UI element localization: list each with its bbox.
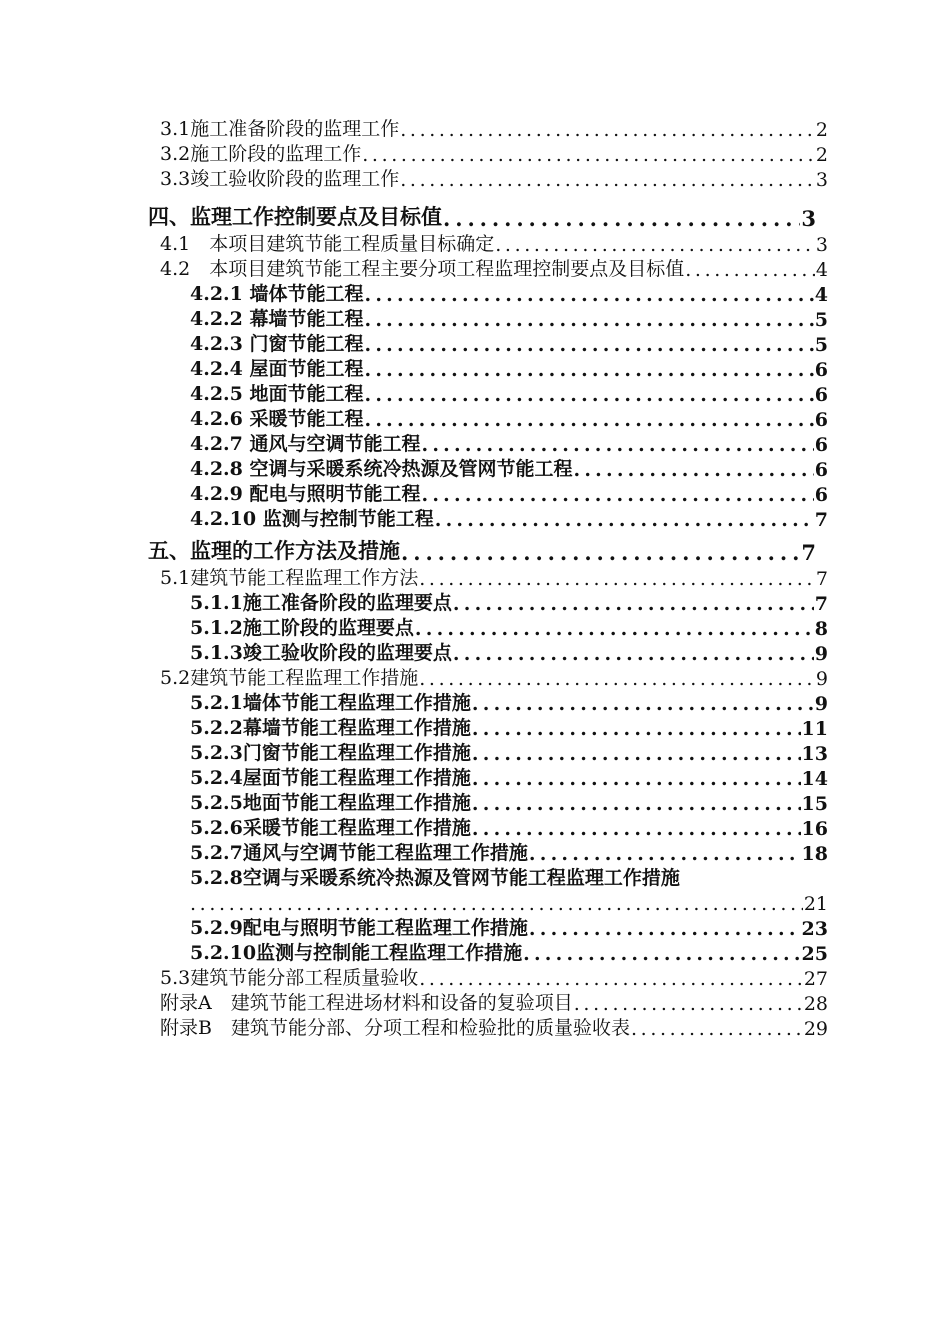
toc-entry-page-number: 23 xyxy=(801,918,828,940)
toc-entry-page-number: 3 xyxy=(815,234,828,256)
toc-entry-page-number: 3 xyxy=(801,206,816,231)
toc-entry-page-number: 3 xyxy=(815,169,828,191)
toc-leader-dots xyxy=(472,718,801,740)
toc-entry-title: 5.1.2施工阶段的监理要点 xyxy=(190,617,414,639)
toc-entry[interactable] xyxy=(190,915,828,940)
toc-entry-title: 4.2.1 墙体节能工程 xyxy=(190,283,364,305)
toc-entry-page-number: 14 xyxy=(801,768,828,790)
toc-entry[interactable] xyxy=(160,565,828,590)
toc-leader-dots xyxy=(415,618,814,640)
toc-leader-dots xyxy=(190,893,803,915)
toc-leader-dots xyxy=(362,144,815,166)
toc-entry-page-number: 15 xyxy=(801,793,828,815)
toc-entry-page-number: 9 xyxy=(815,668,828,690)
toc-entry-page-number: 5 xyxy=(814,309,828,331)
toc-entry-title: 4.2.2 幕墙节能工程 xyxy=(190,308,364,330)
toc-entry-title: 4.2.7 通风与空调节能工程 xyxy=(190,433,421,455)
toc-entry-page-number: 6 xyxy=(814,459,828,481)
toc-entry-title: 4.1 本项目建筑节能工程质量目标确定 xyxy=(160,233,495,255)
toc-entry[interactable] xyxy=(160,665,828,690)
toc-entry[interactable] xyxy=(190,281,828,306)
toc-leader-dots xyxy=(422,484,814,506)
toc-entry[interactable] xyxy=(190,840,828,865)
toc-leader-dots xyxy=(574,459,814,481)
toc-entry[interactable] xyxy=(190,306,828,331)
toc-entry-title: 5.1.3竣工验收阶段的监理要点 xyxy=(190,642,452,664)
toc-leader-dots xyxy=(685,259,815,281)
toc-entry[interactable] xyxy=(190,815,828,840)
toc-leader-dots xyxy=(365,384,814,406)
toc-entry-title: 3.2施工阶段的监理工作 xyxy=(160,143,362,165)
toc-entry[interactable] xyxy=(190,715,828,740)
toc-entry-title: 5.2.9配电与照明节能工程监理工作措施 xyxy=(190,917,528,939)
toc-entry-title: 5.2.5地面节能工程监理工作措施 xyxy=(190,792,471,814)
toc-entry-title: 4.2.3 门窗节能工程 xyxy=(190,333,364,355)
toc-entry-title: 5.2.8空调与采暖系统冷热源及管网节能工程监理工作措施 xyxy=(190,867,680,889)
toc-entry-title: 5.1.1施工准备阶段的监理要点 xyxy=(190,592,452,614)
toc-leader-dots xyxy=(400,169,815,191)
toc-entry-title: 5.2建筑节能工程监理工作措施 xyxy=(160,667,419,689)
toc-leader-dots xyxy=(419,568,815,590)
toc-entry[interactable] xyxy=(190,431,828,456)
toc-entry-title: 4.2.8 空调与采暖系统冷热源及管网节能工程 xyxy=(190,458,573,480)
toc-entry[interactable] xyxy=(160,116,828,141)
toc-entry[interactable] xyxy=(190,481,828,506)
toc-leader-dots xyxy=(443,206,800,231)
toc-entry-title: 4.2 本项目建筑节能工程主要分项工程监理控制要点及目标值 xyxy=(160,258,685,280)
toc-leader-dots xyxy=(435,509,814,531)
toc-leader-dots xyxy=(422,434,814,456)
toc-entry-title: 5.2.2幕墙节能工程监理工作措施 xyxy=(190,717,471,739)
toc-leader-dots xyxy=(472,693,814,715)
toc-leader-dots xyxy=(472,743,801,765)
toc-entry[interactable] xyxy=(160,965,828,990)
toc-entry-page-number: 25 xyxy=(801,943,828,965)
toc-entry[interactable] xyxy=(160,231,828,256)
toc-entry[interactable] xyxy=(190,381,828,406)
toc-entry[interactable] xyxy=(190,356,828,381)
toc-entry[interactable] xyxy=(160,256,828,281)
toc-entry[interactable] xyxy=(190,331,828,356)
toc-entry-title: 四、监理工作控制要点及目标值 xyxy=(148,204,442,229)
toc-leader-dots xyxy=(365,334,814,356)
toc-leader-dots xyxy=(529,843,801,865)
toc-entry-page-number: 2 xyxy=(815,144,828,166)
toc-leader-dots xyxy=(523,943,800,965)
toc-entry-title: 5.2.3门窗节能工程监理工作措施 xyxy=(190,742,471,764)
toc-entry-title: 4.2.6 采暖节能工程 xyxy=(190,408,364,430)
toc-entry-page-number: 27 xyxy=(803,968,828,990)
toc-leader-dots xyxy=(400,119,815,141)
toc-entry-title: 4.2.5 地面节能工程 xyxy=(190,383,364,405)
toc-entry-title: 5.2.1墙体节能工程监理工作措施 xyxy=(190,692,471,714)
toc-leader-dots xyxy=(453,643,814,665)
toc-entry-page-number: 21 xyxy=(803,893,828,915)
toc-entry-title: 5.2.7通风与空调节能工程监理工作措施 xyxy=(190,842,528,864)
toc-entry-page-number: 6 xyxy=(814,434,828,456)
toc-entry[interactable] xyxy=(190,940,828,965)
toc-entry[interactable] xyxy=(190,765,828,790)
toc-leader-dots xyxy=(419,668,815,690)
toc-entry[interactable] xyxy=(190,406,828,431)
toc-leader-dots xyxy=(529,918,801,940)
toc-entry[interactable] xyxy=(190,865,828,890)
toc-leader-dots xyxy=(574,993,803,1015)
toc-entry[interactable] xyxy=(190,790,828,815)
toc-entry-page-number: 4 xyxy=(814,284,828,306)
toc-entry-page-number: 7 xyxy=(814,509,828,531)
toc-entry[interactable] xyxy=(148,531,816,565)
toc-entry-title: 3.1施工准备阶段的监理工作 xyxy=(160,118,400,140)
toc-entry-page-number: 11 xyxy=(801,718,828,740)
toc-entry-page-number: 16 xyxy=(801,818,828,840)
toc-entry[interactable] xyxy=(160,166,828,191)
toc-entry-page-number: 6 xyxy=(814,384,828,406)
toc-entry[interactable] xyxy=(160,141,828,166)
toc-entry[interactable] xyxy=(160,990,828,1015)
toc-entry[interactable] xyxy=(190,890,828,915)
toc-entry[interactable] xyxy=(190,456,828,481)
toc-entry-title: 5.2.6采暖节能工程监理工作措施 xyxy=(190,817,471,839)
toc-entry-title: 4.2.4 屋面节能工程 xyxy=(190,358,364,380)
toc-entry-page-number: 7 xyxy=(814,593,828,615)
toc-entry[interactable] xyxy=(190,690,828,715)
toc-entry-page-number: 5 xyxy=(814,334,828,356)
toc-entry[interactable] xyxy=(148,197,816,231)
toc-leader-dots xyxy=(419,968,803,990)
toc-entry-page-number: 7 xyxy=(815,568,828,590)
toc-entry-title: 5.2.10监测与控制能工程监理工作措施 xyxy=(190,942,523,964)
toc-leader-dots xyxy=(472,768,801,790)
toc-leader-dots xyxy=(631,1018,803,1040)
toc-leader-dots xyxy=(495,234,815,256)
toc-entry[interactable] xyxy=(190,615,828,640)
toc-leader-dots xyxy=(365,284,814,306)
toc-entry-page-number: 9 xyxy=(814,643,828,665)
toc-entry-page-number: 29 xyxy=(803,1018,828,1040)
toc-entry[interactable] xyxy=(190,740,828,765)
toc-leader-dots xyxy=(401,540,800,565)
toc-entry-title: 附录B 建筑节能分部、分项工程和检验批的质量验收表 xyxy=(160,1017,630,1039)
toc-entry-page-number: 6 xyxy=(814,484,828,506)
toc-entry[interactable] xyxy=(190,506,828,531)
toc-leader-dots xyxy=(472,818,801,840)
toc-entry-title: 附录A 建筑节能工程进场材料和设备的复验项目 xyxy=(160,992,573,1014)
table-of-contents xyxy=(0,116,950,1040)
toc-entry-title: 五、监理的工作方法及措施 xyxy=(148,538,400,563)
toc-entry[interactable] xyxy=(190,590,828,615)
toc-leader-dots xyxy=(472,793,801,815)
toc-entry-page-number: 18 xyxy=(801,843,828,865)
toc-entry-title: 4.2.9 配电与照明节能工程 xyxy=(190,483,421,505)
toc-entry-page-number: 13 xyxy=(801,743,828,765)
toc-entry-page-number: 4 xyxy=(815,259,828,281)
toc-leader-dots xyxy=(365,409,814,431)
toc-leader-dots xyxy=(453,593,814,615)
toc-entry[interactable] xyxy=(190,640,828,665)
toc-entry-page-number: 7 xyxy=(801,540,816,565)
toc-entry-title: 5.1建筑节能工程监理工作方法 xyxy=(160,567,419,589)
toc-leader-dots xyxy=(365,309,814,331)
toc-entry-page-number: 6 xyxy=(814,409,828,431)
toc-entry-page-number: 6 xyxy=(814,359,828,381)
toc-entry-title: 5.3建筑节能分部工程质量验收 xyxy=(160,967,419,989)
toc-entry-page-number: 9 xyxy=(814,693,828,715)
toc-entry-title: 4.2.10 监测与控制节能工程 xyxy=(190,508,434,530)
toc-entry-page-number: 28 xyxy=(803,993,828,1015)
toc-leader-dots xyxy=(365,359,814,381)
toc-entry-title: 5.2.4屋面节能工程监理工作措施 xyxy=(190,767,471,789)
toc-entry[interactable] xyxy=(160,1015,828,1040)
toc-entry-page-number: 8 xyxy=(814,618,828,640)
toc-entry-page-number: 2 xyxy=(815,119,828,141)
toc-entry-title: 3.3竣工验收阶段的监理工作 xyxy=(160,168,400,190)
